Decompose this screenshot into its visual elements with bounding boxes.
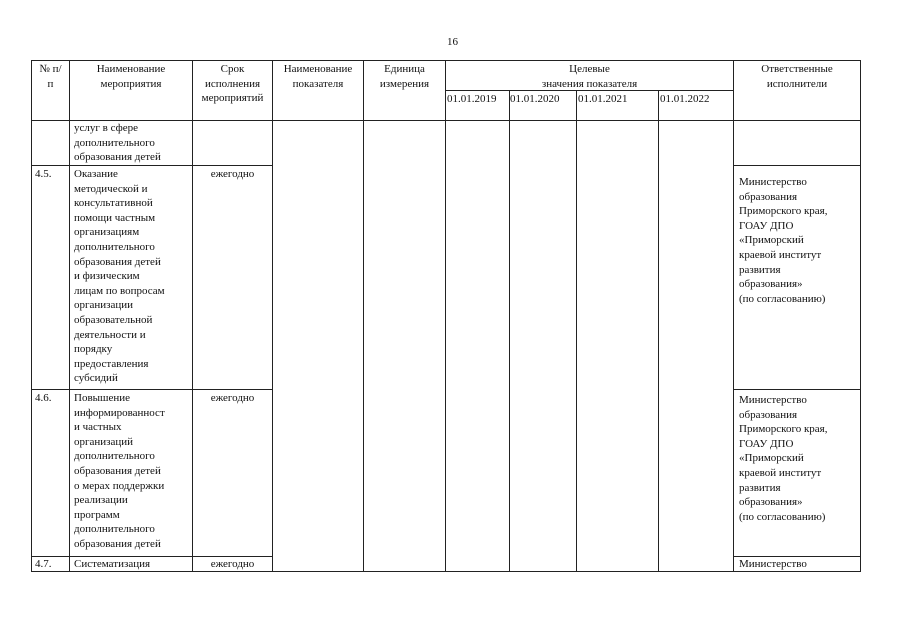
- header-responsible: Ответственные исполнители: [761, 63, 833, 90]
- row-4-7-term: ежегодно: [210, 558, 255, 570]
- header-target: Целевые значения показателя: [541, 63, 638, 90]
- page-number: 16: [447, 36, 458, 48]
- col-border-num: [69, 60, 70, 572]
- row-4-6-term: ежегодно: [210, 392, 255, 404]
- row-4-5-term: ежегодно: [210, 168, 255, 180]
- header-term: Срок исполнения мероприятий: [201, 63, 264, 105]
- col-border-date-2: [576, 90, 577, 572]
- col-border-term: [272, 60, 273, 572]
- row-4-7-num: 4.7.: [35, 558, 52, 570]
- col-border-target: [733, 60, 734, 572]
- row-4-7-name: Систематизация: [74, 558, 151, 570]
- row-rule-4-5-resp: [733, 165, 860, 166]
- col-border-indicator: [363, 60, 364, 572]
- header-name: Наименование мероприятия: [96, 63, 166, 90]
- header-date-2020: 01.01.2020: [510, 93, 560, 105]
- col-border-right: [860, 60, 861, 572]
- col-border-date-1: [509, 90, 510, 572]
- col-border-unit: [445, 60, 446, 572]
- header-unit: Единица измерения: [379, 63, 430, 90]
- row-4-7-responsible: Министерство: [739, 558, 807, 570]
- col-border-date-3: [658, 90, 659, 572]
- header-indicator: Наименование показателя: [283, 63, 353, 90]
- row-4-6-num: 4.6.: [35, 392, 52, 404]
- col-border-name: [192, 60, 193, 572]
- header-date-2019: 01.01.2019: [447, 93, 497, 105]
- row-rule-4-6-resp: [733, 389, 860, 390]
- row-4-6-name: Повышение информированност и частных организаций дополнительного образования детей о мерах поддержки реализации программ дополнительного образования детей: [74, 392, 165, 550]
- row-4-5-num: 4.5.: [35, 168, 52, 180]
- row-4-5-name: Оказание методической и консультативной помощи частным организациям дополнительного образования детей и физическим лицам по вопросам организации образовательной деятельности и порядку предоставления субсидий: [74, 168, 165, 385]
- row-4-6-responsible: Министерство образования Приморского края, ГОАУ ДПО «Приморский краевой институт развития образования» (по согласованию): [739, 394, 828, 523]
- row-rule-4-5: [31, 165, 272, 166]
- header-date-2022: 01.01.2022: [660, 93, 710, 105]
- col-border-left: [31, 60, 32, 572]
- header-num: № п/ п: [39, 63, 62, 90]
- row-cont-name: услуг в сфере дополнительного образования детей: [74, 122, 161, 164]
- row-4-5-responsible: Министерство образования Приморского края, ГОАУ ДПО «Приморский краевой институт развития образования» (по согласованию): [739, 176, 828, 305]
- header-date-2021: 01.01.2021: [578, 93, 628, 105]
- row-rule-4-6: [31, 389, 272, 390]
